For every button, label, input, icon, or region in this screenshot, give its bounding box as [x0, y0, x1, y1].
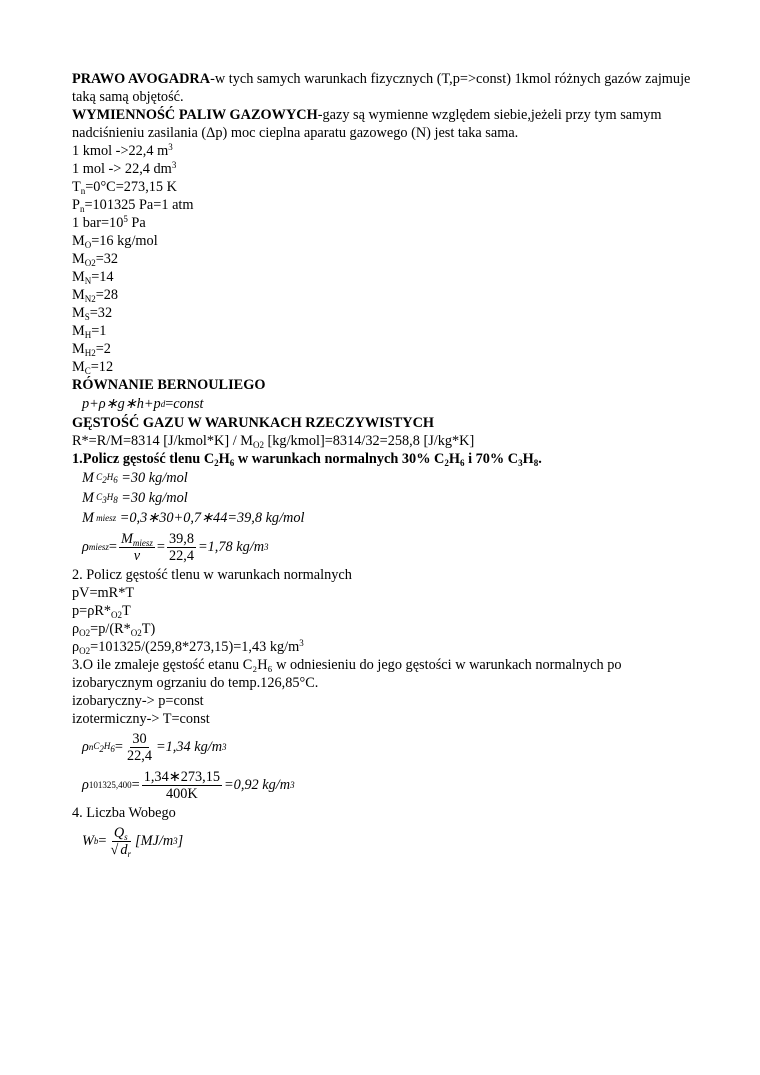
avogadro-title: PRAWO AVOGADRA [72, 71, 211, 87]
const-mn2: $M_{N2}=28$ [72, 287, 119, 304]
bernoulli-title: RÓWNANIE BERNOULIEGO [72, 377, 266, 393]
document-page [72, 70, 692, 860]
task1-m-c3h8: M $C_3H_8$ =30 kg/mol [82, 490, 188, 506]
task2-title: 2. Policz gęstość tlenu w warunkach normalnych [72, 567, 352, 583]
const-tn: $T_n=0^\circ C=273,15$ K [72, 179, 177, 196]
fraction: $\frac{30}{22,4}$ [126, 730, 152, 764]
const-mh2: $M_{H2}=2$ [72, 341, 111, 358]
const-bar: 1 $bar=10^5$ Pa [72, 214, 146, 231]
fraction: $\frac{Q_s}{√ d_r}$ [110, 824, 132, 859]
const-mn: $M_N=14$ [72, 269, 114, 286]
interchange-paragraph [72, 106, 692, 142]
const-ms: $M_S=32$ [72, 305, 113, 322]
bernoulli-equation: p+ρ∗g∗h+p d = const [82, 396, 204, 412]
task4-title: 4. Liczba Wobego [72, 805, 176, 821]
task3-rho-400: ρ 101325,400 = $\frac{1,34∗273,15}{400K}$ =0,92 kg/m 3 [82, 768, 295, 802]
avogadro-paragraph [72, 70, 692, 106]
const-kmol: 1 kmol ->22,4 $m^3$ [72, 142, 173, 159]
const-mo2: $M_{O2}=32$ [72, 251, 119, 268]
density-title: GĘSTOŚĆ GAZU W WARUNKACH RZECZYWISTYCH [72, 415, 435, 431]
task1-m-c2h6: M $C_2H_6$ =30 kg/mol [82, 470, 188, 486]
avogadro-text: -w tych samych warunkach fizycznych (T,p=>const) 1kmol różnych gazów zajmuje taką samą objętość. [72, 71, 691, 105]
const-mc: $M_C=12$ [72, 359, 114, 376]
const-mo: $M_O=16$ kg/mol [72, 233, 158, 250]
task3-title: 3.O ile zmaleje gęstość etanu C₂H₆ w odniesieniu do jego gęstości w warunkach normalnych po izobarycznym ogrzaniu do temp.126,85°C. [72, 657, 622, 691]
const-pn: $P_n=101325$ Pa=1 atm [72, 197, 194, 214]
fraction: $\frac{1,34∗273,15}{400K}$ [143, 768, 221, 802]
task3-iso2: izotermiczny-> T=const [72, 711, 210, 727]
const-mol: 1 mol -> 22,4 $dm^3$ [72, 160, 177, 177]
task2-line3: $\rho_{O2}=p/(R*_{O2}T)$ [72, 621, 156, 638]
fraction: $\frac{M_{miesz}}{v}$ [120, 530, 153, 564]
task1-rho-miesz: ρ miesz = $\frac{M_{miesz}}{v}$ = $\frac{39,8}{22,4}$ =1,78 kg/m 3 [82, 530, 269, 564]
fraction: $\frac{39,8}{22,4}$ [168, 530, 194, 564]
task1-title: 1.Policz gęstość tlenu $C_2H_6$ w warunkach normalnych 30% $C_2H_6$ i 70% $C_3H_8$. [72, 451, 542, 468]
task3-iso1: izobaryczny-> p=const [72, 693, 204, 709]
task3-rho-n: ρ n $C_2H_6$ = $\frac{30}{22,4}$ =1,34 kg/m 3 [82, 730, 227, 764]
density-r-line: R*=R/M=8314 [J/kmol*K] / $M_{O2}$ [kg/kmol]=8314/32=258,8 [J/kg*K] [72, 433, 475, 450]
const-mh: $M_H=1$ [72, 323, 107, 340]
interchange-text: -gazy są wymienne względem siebie,jeżeli przy tym samym nadciśnieniu zasilania (Δp) moc cieplna aparatu gazowego (N) jest taka sama. [72, 107, 662, 141]
task2-line1: pV=mR*T [72, 585, 135, 601]
task2-line2: $p=\rho R*_{O2}T$ [72, 603, 131, 620]
task1-m-miesz: M miesz =0,3∗30+0,7∗44=39,8 kg/mol [82, 510, 305, 526]
interchange-title: WYMIENNOŚĆ PALIW GAZOWYCH [72, 107, 318, 123]
task4-wobbe: W b = $\frac{Q_s}{√ d_r}$ [MJ/m 3 ] [82, 824, 184, 859]
task2-line4: $\rho_{O2}=101325/(259,8*273,15)=1,43$ $kg/m^3$ [72, 638, 304, 656]
